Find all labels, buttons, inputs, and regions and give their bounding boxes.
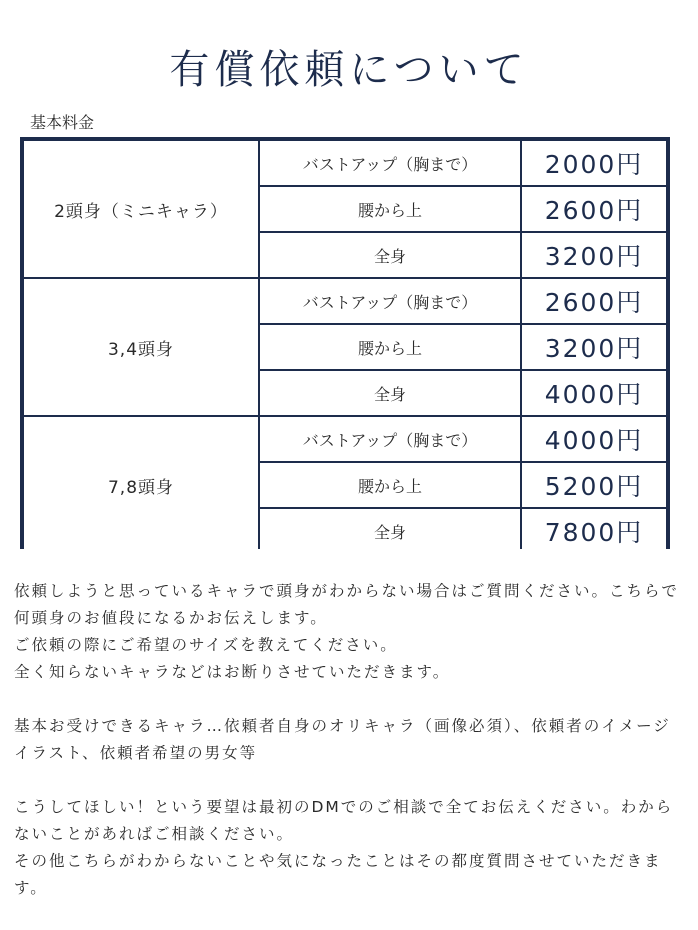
row-type: 腰から上 [260,187,520,231]
price-row [260,233,666,277]
note-paragraph: 基本お受けできるキャラ…依頼者自身のオリキャラ（画像必須）、依頼者のイメージイラスト、依頼者希望の男女等 [14,717,671,762]
notes [14,578,686,902]
price-group [24,417,666,553]
price-row [260,279,666,323]
table-caption: 基本料金 [30,113,95,132]
note-spacer [14,767,686,794]
group-label: 7,8頭身 [24,417,258,553]
row-price: 3200円 [522,325,666,369]
row-type: 全身 [260,509,520,553]
price-group [24,141,666,277]
row-price: 2600円 [522,187,666,231]
price-row [260,417,666,461]
price-row [260,509,666,553]
price-row [260,371,666,415]
row-price: 5200円 [522,463,666,507]
note-paragraph: その他こちらがわからないことや気になったことはその都度質問させていただきます。 [14,852,662,897]
row-price: 2600円 [522,279,666,323]
row-type: 全身 [260,371,520,415]
row-price: 7800円 [522,509,666,553]
group-label: 3,4頭身 [24,279,258,415]
row-type: バストアップ（胸まで） [260,417,520,461]
note-paragraph: ご依頼の際にご希望のサイズを教えてください。 [14,636,398,654]
note-spacer [14,686,686,713]
group-label: 2頭身（ミニキャラ） [24,141,258,277]
row-type: 全身 [260,233,520,277]
price-table [20,137,670,549]
note-paragraph: こうしてほしい！という要望は最初のDMでのご相談で全てお伝えください。わからないことがあればご相談ください。 [14,798,674,843]
row-price: 2000円 [522,141,666,185]
page-title: 有償依頼について [169,47,529,93]
row-price: 4000円 [522,371,666,415]
price-group [24,279,666,415]
row-price: 3200円 [522,233,666,277]
note-paragraph: 依頼しようと思っているキャラで頭身がわからない場合はご質問ください。こちらで何頭身のお値段になるかお伝えします。 [14,582,679,627]
row-type: 腰から上 [260,325,520,369]
row-type: 腰から上 [260,463,520,507]
row-type: バストアップ（胸まで） [260,141,520,185]
row-price: 4000円 [522,417,666,461]
price-row [260,187,666,231]
note-paragraph: 全く知らないキャラなどはお断りさせていただきます。 [14,663,451,681]
price-row [260,325,666,369]
price-row [260,141,666,185]
price-row [260,463,666,507]
row-type: バストアップ（胸まで） [260,279,520,323]
